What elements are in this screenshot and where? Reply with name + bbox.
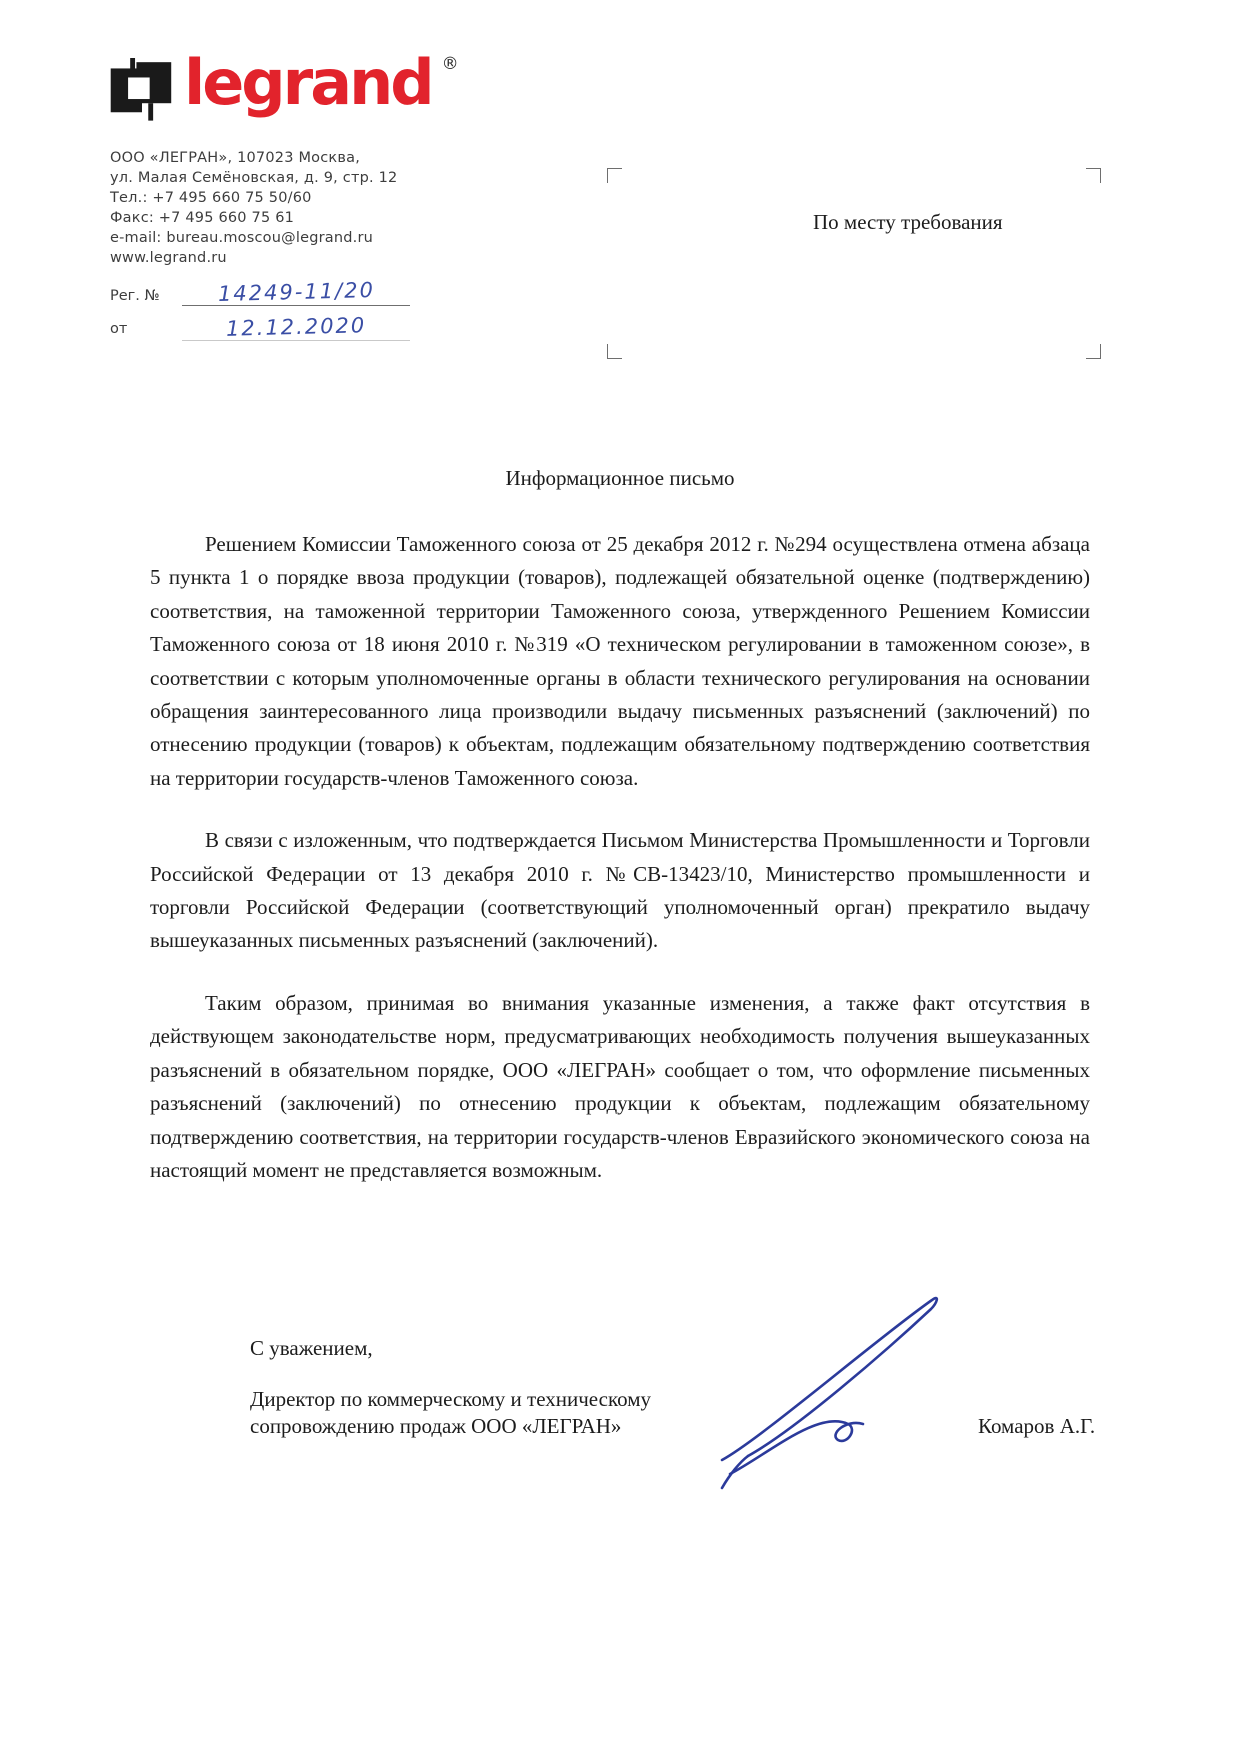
salutation: С уважением, bbox=[250, 1336, 373, 1360]
reg-number-row bbox=[110, 277, 375, 321]
reg-date-row bbox=[110, 313, 367, 354]
reg-date-label: от bbox=[110, 321, 128, 337]
legrand-logo bbox=[110, 46, 459, 122]
letter-title: Информационное письмо bbox=[505, 466, 735, 490]
signer-position-line-2: сопровождению продаж ООО «ЛЕГРАН» bbox=[250, 1414, 622, 1438]
signer-position bbox=[250, 1386, 651, 1440]
reg-date-line bbox=[182, 315, 410, 341]
address-line-email: e-mail: bureau.moscou@legrand.ru bbox=[110, 230, 373, 246]
legrand-logo-mark-icon bbox=[110, 58, 174, 122]
reg-number-line bbox=[182, 277, 410, 307]
registered-trademark-icon: ® bbox=[441, 54, 459, 74]
address-line-company: ООО «ЛЕГРАН», 107023 Москва, bbox=[110, 150, 360, 166]
paragraph-3: Таким образом, принимая во внимания указанные изменения, а также факт отсутствия в действующем законодательстве норм, предусматривающих необходимость получения вышеуказанных разъяснений в обязательном порядке, ООО «ЛЕГРАН» сообщает о том, что оформление письменных разъяснений (заключений) по отнесению продукции к объектам, подлежащим обязательному подтверждению соответствия, на территории государств-членов Евразийского экономического союза на настоящий момент не представляется возможным. bbox=[150, 990, 1090, 1182]
address-window-corner-top-left bbox=[607, 168, 622, 183]
signer-name: Комаров А.Г. bbox=[978, 1414, 1096, 1438]
signer-position-line-1: Директор по коммерческому и техническому bbox=[250, 1387, 651, 1411]
recipient-line: По месту требования bbox=[813, 210, 1003, 234]
reg-number-handwritten: 14249-11/20 bbox=[217, 277, 375, 307]
address-line-phone: Тел.: +7 495 660 75 50/60 bbox=[110, 190, 312, 206]
reg-number-label: Рег. № bbox=[110, 288, 160, 304]
reg-date-handwritten: 12.12.2020 bbox=[225, 313, 367, 341]
address-window-corner-bottom-left bbox=[607, 344, 622, 359]
paragraph-1: Решением Комиссии Таможенного союза от 25 декабря 2012 г. №294 осуществлена отмена абзаца 5 пункта 1 о порядке ввоза продукции (товаров), подлежащей обязательной оценке (подтверждению) соответствия, на таможенной территории Таможенного союза, утвержденного Решением Комиссии Таможенного союза от 18 июня 2010 г. №319 «О техническом регулировании в таможенном союзе», в соответствии с которым уполномоченные органы в области технического регулирования на основании обращения заинтересованного лица производили выдачу письменных разъяснений (заключений) по отнесению продукции (товаров) к объектам, подлежащим обязательному подтверждению соответствия на территории государств-членов Таможенного союза. bbox=[150, 532, 1090, 790]
address-window-corner-bottom-right bbox=[1086, 344, 1101, 359]
handwritten-signature bbox=[700, 1278, 970, 1493]
address-line-street: ул. Малая Семёновская, д. 9, стр. 12 bbox=[110, 170, 398, 186]
company-address bbox=[110, 148, 398, 268]
address-window-corner-top-right bbox=[1086, 168, 1101, 183]
legrand-logo-text: legrand bbox=[184, 46, 432, 119]
letter-body bbox=[150, 528, 1090, 1187]
paragraph-2: В связи с изложенным, что подтверждается Письмом Министерства Промышленности и Торговли Российской Федерации от 13 декабря 2010 г. №СВ-13423/10, Министерство промышленности и торговли Российской Федерации (соответствующий уполномоченный орган) прекратило выдачу вышеуказанных письменных разъяснений (заключений). bbox=[150, 828, 1090, 953]
address-line-website: www.legrand.ru bbox=[110, 250, 227, 266]
address-line-fax: Факс: +7 495 660 75 61 bbox=[110, 210, 295, 226]
registration-block bbox=[110, 277, 375, 354]
